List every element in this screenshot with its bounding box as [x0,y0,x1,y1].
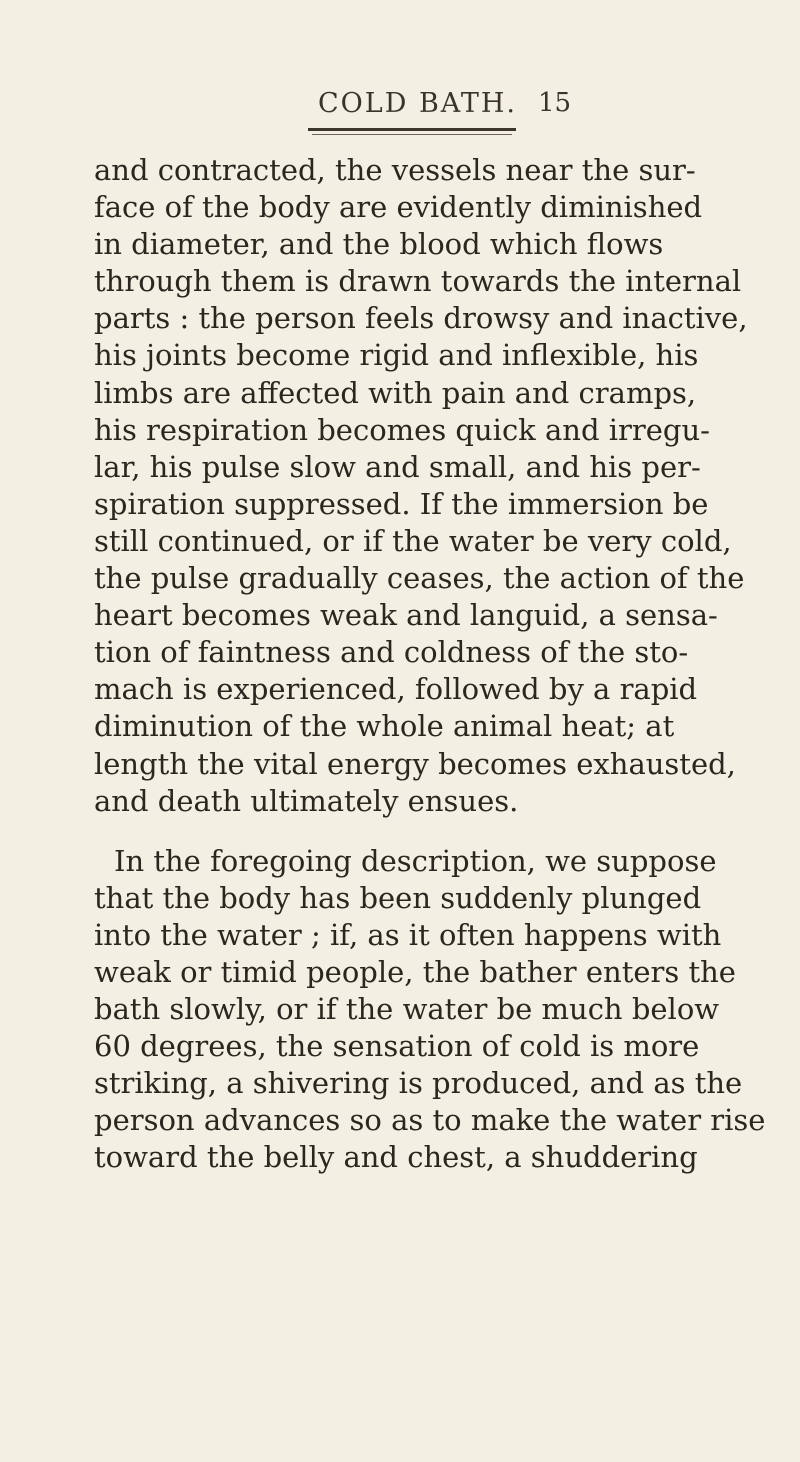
text-line: toward the belly and chest, a shuddering [94,1140,698,1175]
text-line: and contracted, the vessels near the sur- [94,153,696,187]
header-rule-thin [312,134,512,135]
text-line: bath slowly, or if the water be much below [94,992,720,1027]
text-line: person advances so as to make the water rise [94,1103,766,1138]
running-title: COLD BATH. [318,88,517,119]
page-number: 15 [538,88,572,118]
text-line: into the water ; if, as it often happens with [94,917,722,952]
text-line: face of the body are evidently diminished [94,190,703,225]
paragraph-2 [94,843,766,1177]
text-line: mach is experienced, followed by a rapid [94,672,698,707]
paragraph-1 [94,152,748,820]
text-line: limbs are affected with pain and cramps, [94,375,697,410]
text-line: in diameter, and the blood which flows [94,227,664,262]
text-line: still continued, or if the water be very cold, [94,523,732,558]
text-line: spiration suppressed. If the immersion be [94,486,709,521]
text-line: his respiration becomes quick and irregu- [94,412,710,447]
text-line: through them is drawn towards the internal [94,264,742,299]
text-line: diminution of the whole animal heat; at [94,709,675,744]
text-line: parts : the person feels drowsy and inactive, [94,301,748,336]
text-line: striking, a shivering is produced, and as the [94,1066,743,1101]
header-rule [308,128,516,131]
text-line: and death ultimately ensues. [94,783,519,818]
text-line: lar, his pulse slow and small, and his per- [94,449,701,484]
text-line: his joints become rigid and inflexible, his [94,338,699,373]
text-line: that the body has been suddenly plunged [94,880,702,915]
text-line: length the vital energy becomes exhausted, [94,746,736,781]
text-line: weak or timid people, the bather enters the [94,954,736,989]
text-line: the pulse gradually ceases, the action of the [94,561,745,596]
text-line: In the foregoing description, we suppose [114,843,717,878]
body-text [94,152,766,1177]
paragraph-gap [94,820,714,843]
page-header [0,88,800,128]
text-line: tion of faintness and coldness of the sto- [94,635,689,670]
text-line: heart becomes weak and languid, a sensa- [94,598,718,633]
text-line: 60 degrees, the sensation of cold is more [94,1029,700,1064]
